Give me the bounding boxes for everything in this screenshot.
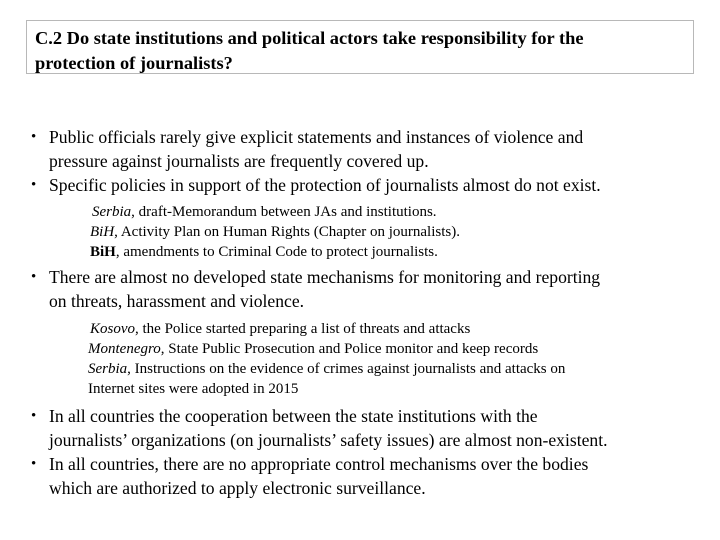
bullet-text: In all countries, there are no appropriate control mechanisms over the bodies: [49, 454, 589, 474]
country-name: Serbia: [92, 204, 132, 220]
mechanisms-examples: [26, 319, 706, 399]
bullet-dot: •: [31, 408, 37, 424]
bullet-text: There are almost no developed state mechanisms for monitoring and reporting: [49, 267, 601, 287]
bullet-text: Specific policies in support of the protection of journalists almost do not exist.: [49, 175, 601, 195]
bullet-control-mechanisms: [26, 452, 706, 500]
example-kosovo: Kosovo, the Police started preparing a list of threats and attacks: [90, 321, 471, 337]
bullet-dot: •: [31, 269, 37, 285]
bullet-public-officials: [26, 125, 706, 173]
bullet-state-mechanisms: [26, 265, 706, 313]
country-name: Serbia: [88, 361, 128, 377]
bullet-dot: •: [31, 129, 37, 145]
bullet-specific-policies: [26, 173, 706, 197]
bullet-text: which are authorized to apply electronic surveillance.: [49, 478, 426, 498]
policies-examples: [26, 202, 706, 262]
example-serbia-continuation: Internet sites were adopted in 2015: [88, 381, 299, 397]
country-name: BiH: [90, 224, 115, 240]
country-name: Montenegro: [88, 341, 161, 357]
bullet-text: on threats, harassment and violence.: [49, 291, 305, 311]
example-serbia-instructions: Serbia, Instructions on the evidence of crimes against journalists and attacks on: [88, 361, 566, 377]
title-line-1: C.2 Do state institutions and political actors take responsibility for the: [35, 28, 584, 48]
bullet-text: In all countries the cooperation between the state institutions with the: [49, 406, 538, 426]
bullet-text: journalists’ organizations (on journalists’ safety issues) are almost non-existent.: [49, 430, 608, 450]
example-montenegro: Montenegro, State Public Prosecution and Police monitor and keep records: [88, 341, 539, 357]
example-bih-criminal-code: BiH, amendments to Criminal Code to protect journalists.: [90, 244, 438, 260]
slide-title: [26, 20, 694, 74]
example-bih-activity-plan: BiH, Activity Plan on Human Rights (Chapter on journalists).: [90, 224, 460, 240]
bullet-dot: •: [31, 456, 37, 472]
bullet-dot: •: [31, 177, 37, 193]
bullet-cooperation: [26, 404, 706, 452]
title-line-2: protection of journalists?: [35, 53, 233, 73]
bullet-text: pressure against journalists are frequently covered up.: [49, 151, 429, 171]
slide-content: [26, 125, 706, 500]
bullet-text: Public officials rarely give explicit statements and instances of violence and: [49, 127, 584, 147]
country-name: Kosovo: [90, 321, 135, 337]
example-serbia: Serbia, draft-Memorandum between JAs and institutions.: [92, 204, 437, 220]
country-name: BiH: [90, 244, 116, 260]
